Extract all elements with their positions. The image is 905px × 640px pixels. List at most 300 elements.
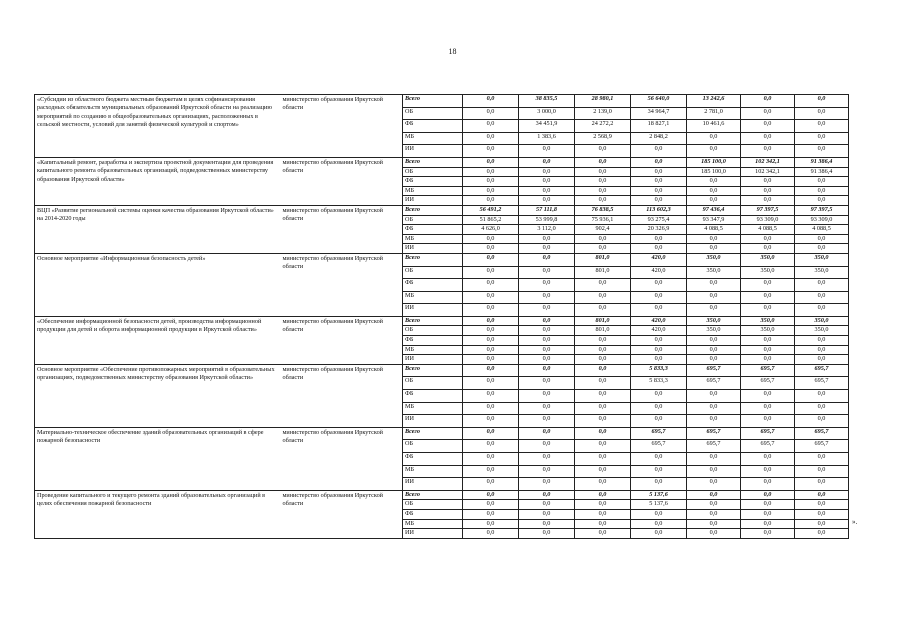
closing-quote: ». <box>852 518 858 526</box>
amount-cell: 350,0 <box>741 253 795 266</box>
amount-cell: 0,0 <box>575 304 631 317</box>
amount-cell: 91 386,4 <box>795 167 849 177</box>
amount-cell: 0,0 <box>463 478 519 491</box>
amount-cell: 97 397,5 <box>795 205 849 215</box>
amount-cell: 0,0 <box>575 145 631 158</box>
measure-name: Материально-техническое обеспечение зданий образовательных организаций в сфере пожарной безопасности <box>35 427 281 490</box>
amount-cell: 0,0 <box>741 402 795 415</box>
amount-cell: 0,0 <box>741 107 795 120</box>
amount-cell: 0,0 <box>687 279 741 292</box>
amount-cell: 0,0 <box>463 326 519 336</box>
funding-source: ОБ <box>403 215 463 225</box>
amount-cell: 350,0 <box>795 253 849 266</box>
amount-cell: 695,7 <box>631 440 687 453</box>
amount-cell: 0,0 <box>795 336 849 346</box>
measure-name: ВЦП «Развитие региональной системы оценки качества образования Иркутской области» на 2014-2020 годы <box>35 205 281 253</box>
amount-cell: 0,0 <box>575 478 631 491</box>
measure-name: Проведение капитального и текущего ремонта зданий образовательных организаций в целях обеспечения пожарной безопасности <box>35 490 281 538</box>
amount-cell: 0,0 <box>463 316 519 326</box>
amount-cell: 695,7 <box>741 364 795 377</box>
amount-cell: 0,0 <box>795 244 849 254</box>
amount-cell: 4 088,5 <box>741 225 795 235</box>
funding-source: Всего <box>403 364 463 377</box>
amount-cell: 34 451,9 <box>519 120 575 133</box>
amount-cell: 420,0 <box>631 316 687 326</box>
funding-source: Всего <box>403 490 463 500</box>
amount-cell: 0,0 <box>741 120 795 133</box>
amount-cell: 0,0 <box>741 234 795 244</box>
funding-source: ИИ <box>403 355 463 365</box>
amount-cell: 0,0 <box>741 529 795 539</box>
amount-cell: 0,0 <box>519 490 575 500</box>
amount-cell: 0,0 <box>631 234 687 244</box>
amount-cell: 0,0 <box>575 355 631 365</box>
amount-cell: 0,0 <box>575 500 631 510</box>
funding-source: МБ <box>403 402 463 415</box>
amount-cell: 695,7 <box>795 427 849 440</box>
amount-cell: 2 848,2 <box>631 132 687 145</box>
amount-cell: 0,0 <box>631 478 687 491</box>
amount-cell: 0,0 <box>795 107 849 120</box>
funding-source: Всего <box>403 253 463 266</box>
amount-cell: 38 835,5 <box>519 95 575 108</box>
funding-source: ФБ <box>403 336 463 346</box>
amount-cell: 420,0 <box>631 253 687 266</box>
amount-cell: 0,0 <box>795 453 849 466</box>
funding-source: ФБ <box>403 279 463 292</box>
amount-cell: 0,0 <box>795 490 849 500</box>
funding-source: МБ <box>403 345 463 355</box>
amount-cell: 0,0 <box>519 453 575 466</box>
table-row <box>35 427 849 440</box>
amount-cell: 97 436,4 <box>687 205 741 215</box>
funding-source: ИИ <box>403 478 463 491</box>
amount-cell: 0,0 <box>463 177 519 187</box>
table-row <box>35 253 849 266</box>
amount-cell: 695,7 <box>687 377 741 390</box>
amount-cell: 0,0 <box>631 336 687 346</box>
amount-cell: 0,0 <box>795 355 849 365</box>
funding-source: ОБ <box>403 440 463 453</box>
amount-cell: 0,0 <box>687 196 741 206</box>
amount-cell: 0,0 <box>463 427 519 440</box>
amount-cell: 1 383,6 <box>519 132 575 145</box>
amount-cell: 0,0 <box>795 132 849 145</box>
amount-cell: 0,0 <box>519 336 575 346</box>
amount-cell: 2 781,0 <box>687 107 741 120</box>
amount-cell: 0,0 <box>795 186 849 196</box>
amount-cell: 0,0 <box>795 95 849 108</box>
funding-source: ОБ <box>403 266 463 279</box>
amount-cell: 0,0 <box>575 345 631 355</box>
amount-cell: 0,0 <box>463 157 519 167</box>
amount-cell: 0,0 <box>741 500 795 510</box>
funding-source: Всего <box>403 95 463 108</box>
table-row <box>35 316 849 326</box>
amount-cell: 0,0 <box>795 529 849 539</box>
funding-source: ФБ <box>403 509 463 519</box>
funding-source: МБ <box>403 465 463 478</box>
amount-cell: 0,0 <box>795 478 849 491</box>
amount-cell: 185 100,0 <box>687 167 741 177</box>
amount-cell: 0,0 <box>575 490 631 500</box>
funding-source: ОБ <box>403 107 463 120</box>
amount-cell: 0,0 <box>463 500 519 510</box>
measure-name: «Субсидии из областного бюджета местным бюджетам в целях софинансирования расходных обязательств муниципальных образований Иркутской области на реализацию мероприятий по созданию в общеобразовательных организациях, расположенных в сельской местности, условий для занятий физической культурой и спортом» <box>35 95 281 158</box>
amount-cell: 0,0 <box>519 500 575 510</box>
amount-cell: 0,0 <box>463 132 519 145</box>
table-row <box>35 157 849 167</box>
amount-cell: 0,0 <box>463 291 519 304</box>
amount-cell: 24 272,2 <box>575 120 631 133</box>
amount-cell: 695,7 <box>741 427 795 440</box>
amount-cell: 0,0 <box>741 415 795 428</box>
amount-cell: 0,0 <box>795 390 849 403</box>
responsible-executor: министерство образования Иркутской области <box>281 364 403 427</box>
amount-cell: 0,0 <box>631 244 687 254</box>
amount-cell: 57 111,8 <box>519 205 575 215</box>
amount-cell: 0,0 <box>631 465 687 478</box>
amount-cell: 0,0 <box>463 167 519 177</box>
funding-source: МБ <box>403 186 463 196</box>
amount-cell: 0,0 <box>687 500 741 510</box>
amount-cell: 0,0 <box>741 390 795 403</box>
measure-name: Основное мероприятие «Информационная безопасность детей» <box>35 253 281 316</box>
amount-cell: 0,0 <box>463 279 519 292</box>
amount-cell: 0,0 <box>741 132 795 145</box>
amount-cell: 695,7 <box>741 377 795 390</box>
amount-cell: 0,0 <box>741 145 795 158</box>
amount-cell: 0,0 <box>575 377 631 390</box>
amount-cell: 0,0 <box>463 490 519 500</box>
amount-cell: 0,0 <box>741 279 795 292</box>
funding-source: ОБ <box>403 377 463 390</box>
amount-cell: 0,0 <box>463 253 519 266</box>
amount-cell: 18 827,1 <box>631 120 687 133</box>
amount-cell: 0,0 <box>631 167 687 177</box>
funding-source: МБ <box>403 234 463 244</box>
amount-cell: 0,0 <box>519 427 575 440</box>
amount-cell: 350,0 <box>795 326 849 336</box>
funding-source: Всего <box>403 316 463 326</box>
amount-cell: 0,0 <box>631 453 687 466</box>
amount-cell: 0,0 <box>741 345 795 355</box>
amount-cell: 0,0 <box>575 279 631 292</box>
amount-cell: 0,0 <box>795 145 849 158</box>
amount-cell: 0,0 <box>519 234 575 244</box>
amount-cell: 0,0 <box>519 177 575 187</box>
amount-cell: 0,0 <box>687 402 741 415</box>
amount-cell: 0,0 <box>519 529 575 539</box>
amount-cell: 0,0 <box>687 390 741 403</box>
amount-cell: 801,0 <box>575 326 631 336</box>
amount-cell: 0,0 <box>687 509 741 519</box>
amount-cell: 695,7 <box>741 440 795 453</box>
amount-cell: 0,0 <box>575 465 631 478</box>
responsible-executor: министерство образования Иркутской области <box>281 253 403 316</box>
amount-cell: 0,0 <box>741 304 795 317</box>
amount-cell: 0,0 <box>519 316 575 326</box>
amount-cell: 350,0 <box>687 326 741 336</box>
amount-cell: 0,0 <box>795 291 849 304</box>
amount-cell: 0,0 <box>575 440 631 453</box>
amount-cell: 93 275,4 <box>631 215 687 225</box>
amount-cell: 0,0 <box>795 465 849 478</box>
amount-cell: 4 088,5 <box>687 225 741 235</box>
amount-cell: 0,0 <box>519 415 575 428</box>
amount-cell: 0,0 <box>519 465 575 478</box>
amount-cell: 0,0 <box>575 364 631 377</box>
amount-cell: 0,0 <box>463 453 519 466</box>
amount-cell: 0,0 <box>463 415 519 428</box>
amount-cell: 0,0 <box>741 509 795 519</box>
amount-cell: 0,0 <box>519 509 575 519</box>
amount-cell: 0,0 <box>463 390 519 403</box>
amount-cell: 0,0 <box>795 304 849 317</box>
amount-cell: 0,0 <box>575 167 631 177</box>
amount-cell: 0,0 <box>741 244 795 254</box>
amount-cell: 10 461,6 <box>687 120 741 133</box>
amount-cell: 0,0 <box>463 509 519 519</box>
amount-cell: 0,0 <box>463 186 519 196</box>
amount-cell: 0,0 <box>463 107 519 120</box>
amount-cell: 0,0 <box>687 145 741 158</box>
funding-source: Всего <box>403 427 463 440</box>
table-row <box>35 364 849 377</box>
amount-cell: 0,0 <box>463 304 519 317</box>
amount-cell: 0,0 <box>687 336 741 346</box>
amount-cell: 350,0 <box>741 266 795 279</box>
amount-cell: 97 397,5 <box>741 205 795 215</box>
amount-cell: 695,7 <box>795 364 849 377</box>
amount-cell: 420,0 <box>631 326 687 336</box>
amount-cell: 0,0 <box>687 465 741 478</box>
amount-cell: 0,0 <box>687 519 741 529</box>
amount-cell: 5 137,6 <box>631 500 687 510</box>
funding-source: МБ <box>403 132 463 145</box>
amount-cell: 0,0 <box>687 478 741 491</box>
amount-cell: 0,0 <box>795 345 849 355</box>
amount-cell: 0,0 <box>519 377 575 390</box>
amount-cell: 0,0 <box>463 234 519 244</box>
amount-cell: 0,0 <box>463 355 519 365</box>
amount-cell: 0,0 <box>631 304 687 317</box>
amount-cell: 0,0 <box>519 402 575 415</box>
amount-cell: 0,0 <box>463 196 519 206</box>
amount-cell: 0,0 <box>519 364 575 377</box>
amount-cell: 4 088,5 <box>795 225 849 235</box>
amount-cell: 0,0 <box>519 519 575 529</box>
funding-source: ФБ <box>403 453 463 466</box>
funding-source: ОБ <box>403 500 463 510</box>
amount-cell: 0,0 <box>631 196 687 206</box>
amount-cell: 0,0 <box>519 145 575 158</box>
amount-cell: 93 309,0 <box>741 215 795 225</box>
responsible-executor: министерство образования Иркутской области <box>281 490 403 538</box>
amount-cell: 0,0 <box>631 355 687 365</box>
amount-cell: 0,0 <box>519 326 575 336</box>
amount-cell: 0,0 <box>631 529 687 539</box>
amount-cell: 0,0 <box>795 120 849 133</box>
amount-cell: 0,0 <box>687 186 741 196</box>
amount-cell: 56 640,0 <box>631 95 687 108</box>
amount-cell: 0,0 <box>795 279 849 292</box>
amount-cell: 0,0 <box>575 291 631 304</box>
amount-cell: 0,0 <box>741 490 795 500</box>
amount-cell: 0,0 <box>795 177 849 187</box>
amount-cell: 0,0 <box>519 291 575 304</box>
amount-cell: 0,0 <box>631 279 687 292</box>
amount-cell: 0,0 <box>741 519 795 529</box>
table-row <box>35 490 849 500</box>
amount-cell: 0,0 <box>631 390 687 403</box>
amount-cell: 91 386,4 <box>795 157 849 167</box>
amount-cell: 420,0 <box>631 266 687 279</box>
amount-cell: 350,0 <box>795 266 849 279</box>
amount-cell: 0,0 <box>575 186 631 196</box>
amount-cell: 0,0 <box>575 244 631 254</box>
amount-cell: 53 999,8 <box>519 215 575 225</box>
amount-cell: 0,0 <box>741 186 795 196</box>
amount-cell: 93 347,9 <box>687 215 741 225</box>
amount-cell: 350,0 <box>741 316 795 326</box>
amount-cell: 0,0 <box>463 440 519 453</box>
amount-cell: 0,0 <box>519 440 575 453</box>
amount-cell: 0,0 <box>741 355 795 365</box>
funding-source: МБ <box>403 291 463 304</box>
amount-cell: 0,0 <box>631 415 687 428</box>
amount-cell: 93 309,0 <box>795 215 849 225</box>
amount-cell: 0,0 <box>741 478 795 491</box>
amount-cell: 102 342,1 <box>741 157 795 167</box>
amount-cell: 0,0 <box>741 453 795 466</box>
amount-cell: 695,7 <box>631 427 687 440</box>
amount-cell: 0,0 <box>463 345 519 355</box>
amount-cell: 0,0 <box>575 196 631 206</box>
amount-cell: 0,0 <box>575 509 631 519</box>
amount-cell: 695,7 <box>687 364 741 377</box>
amount-cell: 0,0 <box>463 244 519 254</box>
amount-cell: 0,0 <box>575 415 631 428</box>
amount-cell: 5 137,6 <box>631 490 687 500</box>
amount-cell: 76 838,5 <box>575 205 631 215</box>
amount-cell: 0,0 <box>575 157 631 167</box>
amount-cell: 0,0 <box>519 266 575 279</box>
amount-cell: 0,0 <box>575 177 631 187</box>
amount-cell: 0,0 <box>687 234 741 244</box>
amount-cell: 0,0 <box>795 519 849 529</box>
amount-cell: 0,0 <box>519 167 575 177</box>
amount-cell: 56 491,2 <box>463 205 519 215</box>
amount-cell: 0,0 <box>519 253 575 266</box>
funding-source: ФБ <box>403 177 463 187</box>
amount-cell: 0,0 <box>463 402 519 415</box>
amount-cell: 0,0 <box>575 519 631 529</box>
amount-cell: 0,0 <box>741 291 795 304</box>
amount-cell: 350,0 <box>687 266 741 279</box>
amount-cell: 0,0 <box>687 355 741 365</box>
amount-cell: 0,0 <box>519 390 575 403</box>
amount-cell: 2 568,9 <box>575 132 631 145</box>
funding-source: ФБ <box>403 120 463 133</box>
funding-source: ОБ <box>403 326 463 336</box>
amount-cell: 75 936,1 <box>575 215 631 225</box>
amount-cell: 0,0 <box>687 304 741 317</box>
amount-cell: 0,0 <box>519 244 575 254</box>
amount-cell: 801,0 <box>575 266 631 279</box>
amount-cell: 0,0 <box>519 478 575 491</box>
amount-cell: 0,0 <box>519 157 575 167</box>
amount-cell: 0,0 <box>575 427 631 440</box>
amount-cell: 2 139,0 <box>575 107 631 120</box>
amount-cell: 0,0 <box>575 402 631 415</box>
amount-cell: 0,0 <box>741 465 795 478</box>
table-row <box>35 95 849 108</box>
amount-cell: 0,0 <box>795 500 849 510</box>
amount-cell: 3 000,0 <box>519 107 575 120</box>
amount-cell: 13 242,6 <box>687 95 741 108</box>
amount-cell: 0,0 <box>631 402 687 415</box>
amount-cell: 0,0 <box>631 519 687 529</box>
amount-cell: 0,0 <box>519 196 575 206</box>
amount-cell: 0,0 <box>631 291 687 304</box>
amount-cell: 0,0 <box>519 355 575 365</box>
amount-cell: 0,0 <box>687 453 741 466</box>
amount-cell: 28 980,1 <box>575 95 631 108</box>
amount-cell: 102 342,1 <box>741 167 795 177</box>
amount-cell: 0,0 <box>519 186 575 196</box>
amount-cell: 0,0 <box>631 345 687 355</box>
amount-cell: 0,0 <box>463 120 519 133</box>
amount-cell: 0,0 <box>631 509 687 519</box>
amount-cell: 902,4 <box>575 225 631 235</box>
amount-cell: 0,0 <box>575 529 631 539</box>
amount-cell: 0,0 <box>631 186 687 196</box>
amount-cell: 0,0 <box>575 390 631 403</box>
amount-cell: 0,0 <box>463 529 519 539</box>
amount-cell: 113 602,3 <box>631 205 687 215</box>
amount-cell: 0,0 <box>741 177 795 187</box>
measure-name: «Капитальный ремонт, разработка и экспертиза проектной документации для проведения капитального ремонта образовательных организаций, подведомственных министерству образования Иркутской области» <box>35 157 281 205</box>
amount-cell: 0,0 <box>795 402 849 415</box>
amount-cell: 185 100,0 <box>687 157 741 167</box>
amount-cell: 0,0 <box>687 490 741 500</box>
amount-cell: 0,0 <box>795 196 849 206</box>
amount-cell: 0,0 <box>463 145 519 158</box>
amount-cell: 350,0 <box>687 316 741 326</box>
funding-source: ИИ <box>403 196 463 206</box>
amount-cell: 0,0 <box>575 234 631 244</box>
amount-cell: 0,0 <box>687 244 741 254</box>
amount-cell: 0,0 <box>741 336 795 346</box>
amount-cell: 0,0 <box>741 196 795 206</box>
amount-cell: 0,0 <box>575 453 631 466</box>
funding-source: Всего <box>403 205 463 215</box>
budget-table <box>34 94 849 539</box>
amount-cell: 0,0 <box>463 519 519 529</box>
amount-cell: 0,0 <box>463 465 519 478</box>
funding-source: ФБ <box>403 225 463 235</box>
amount-cell: 350,0 <box>687 253 741 266</box>
responsible-executor: министерство образования Иркутской области <box>281 205 403 253</box>
amount-cell: 0,0 <box>687 291 741 304</box>
funding-source: ОБ <box>403 167 463 177</box>
funding-source: ИИ <box>403 304 463 317</box>
amount-cell: 0,0 <box>741 95 795 108</box>
funding-source: ИИ <box>403 145 463 158</box>
amount-cell: 0,0 <box>687 345 741 355</box>
funding-source: МБ <box>403 519 463 529</box>
